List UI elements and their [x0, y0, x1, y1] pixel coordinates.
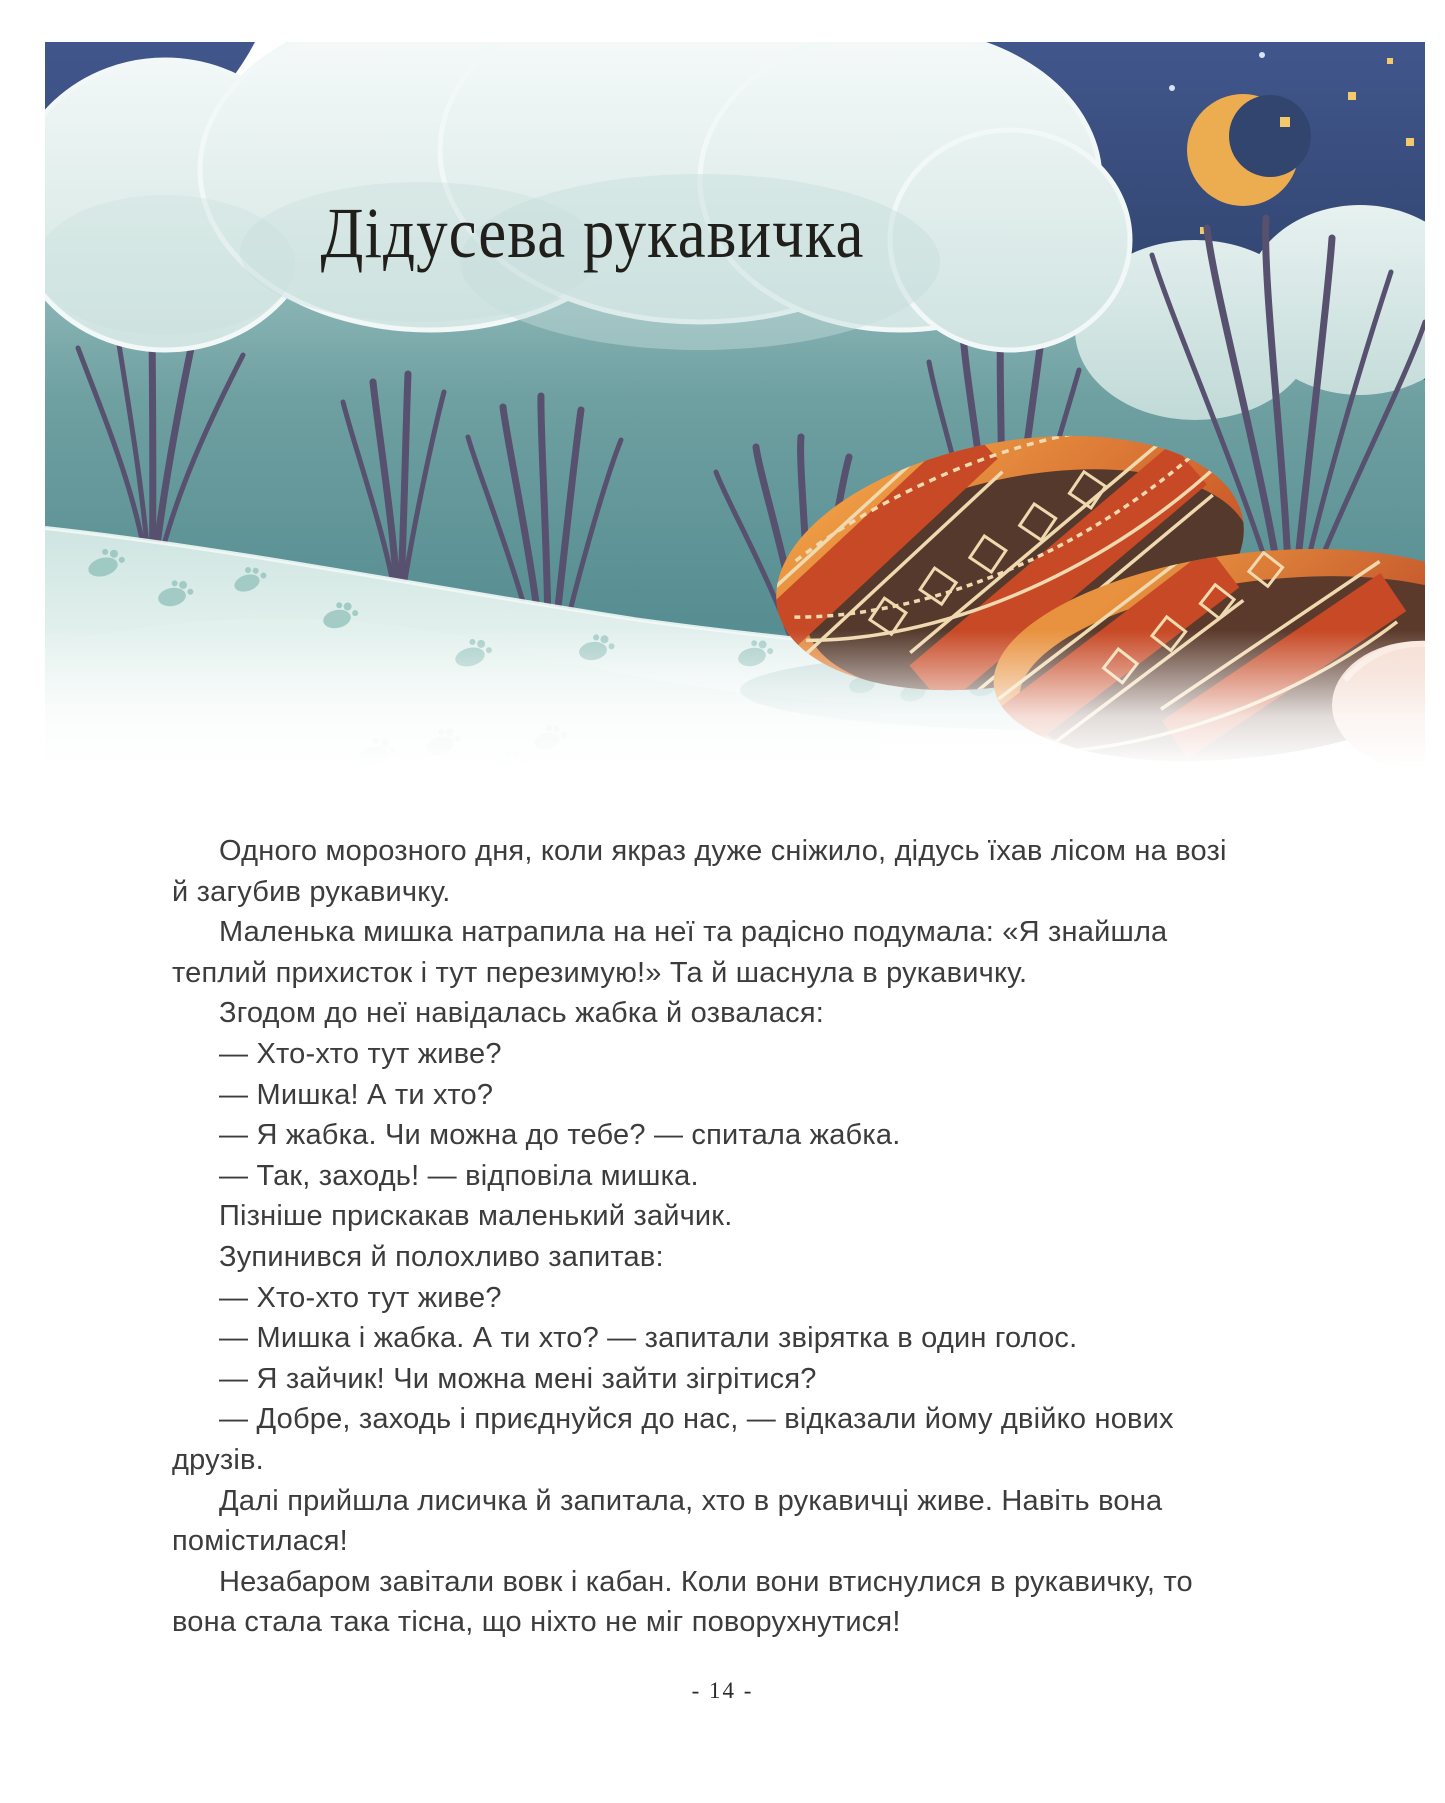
- story-paragraph: — Я зайчик! Чи можна мені зайти зігрітися?: [219, 1362, 817, 1395]
- story-paragraph: — Хто-хто тут живе?: [219, 1037, 502, 1070]
- story-paragraph: Зупинився й полохливо запитав:: [219, 1240, 664, 1273]
- story-paragraph: — Хто-хто тут живе?: [219, 1281, 502, 1314]
- story-paragraph: Одного морозного дня, коли якраз дуже сніжило, дідусь їхав лісом на возі й загубив рукавичку.: [172, 835, 1227, 908]
- story-paragraph: — Добре, заходь і приєднуйся до нас, — відказали йому двійко нових друзів.: [172, 1403, 1174, 1476]
- story-title: Дідусева рукавичка: [320, 193, 865, 274]
- illustration-fade: [45, 630, 1425, 810]
- storybook-illustration: [45, 42, 1425, 810]
- story-paragraph: Далі прийшла лисичка й запитала, хто в рукавичці живе. Навіть вона помістилася!: [172, 1484, 1163, 1558]
- story-paragraph: — Я жабка. Чи можна до тебе? — спитала жабка.: [219, 1119, 901, 1152]
- story-paragraph: Пізніше прискакав маленький зайчик.: [219, 1200, 733, 1233]
- story-paragraph: Маленька мишка натрапила на неї та радісно подумала: «Я знайшла теплий прихисток і тут перезимую!» Та й шаснула в рукавичку.: [172, 916, 1168, 989]
- story-paragraph: — Мишка і жабка. А ти хто? — запитали звірятка в один голос.: [219, 1322, 1078, 1355]
- story-paragraph: — Мишка! А ти хто?: [219, 1078, 494, 1111]
- story-paragraph: Незабаром завітали вовк і кабан. Коли вони втиснулися в рукавичку, то вона стала така тісна, що ніхто не міг поворухнутися!: [172, 1565, 1193, 1639]
- story-text: [172, 831, 1244, 1643]
- page-number: - 14 -: [691, 1678, 754, 1703]
- story-paragraph: Згодом до неї навідалась жабка й озвалася:: [219, 997, 825, 1030]
- story-paragraph: — Так, заходь! — відповіла мишка.: [219, 1159, 699, 1192]
